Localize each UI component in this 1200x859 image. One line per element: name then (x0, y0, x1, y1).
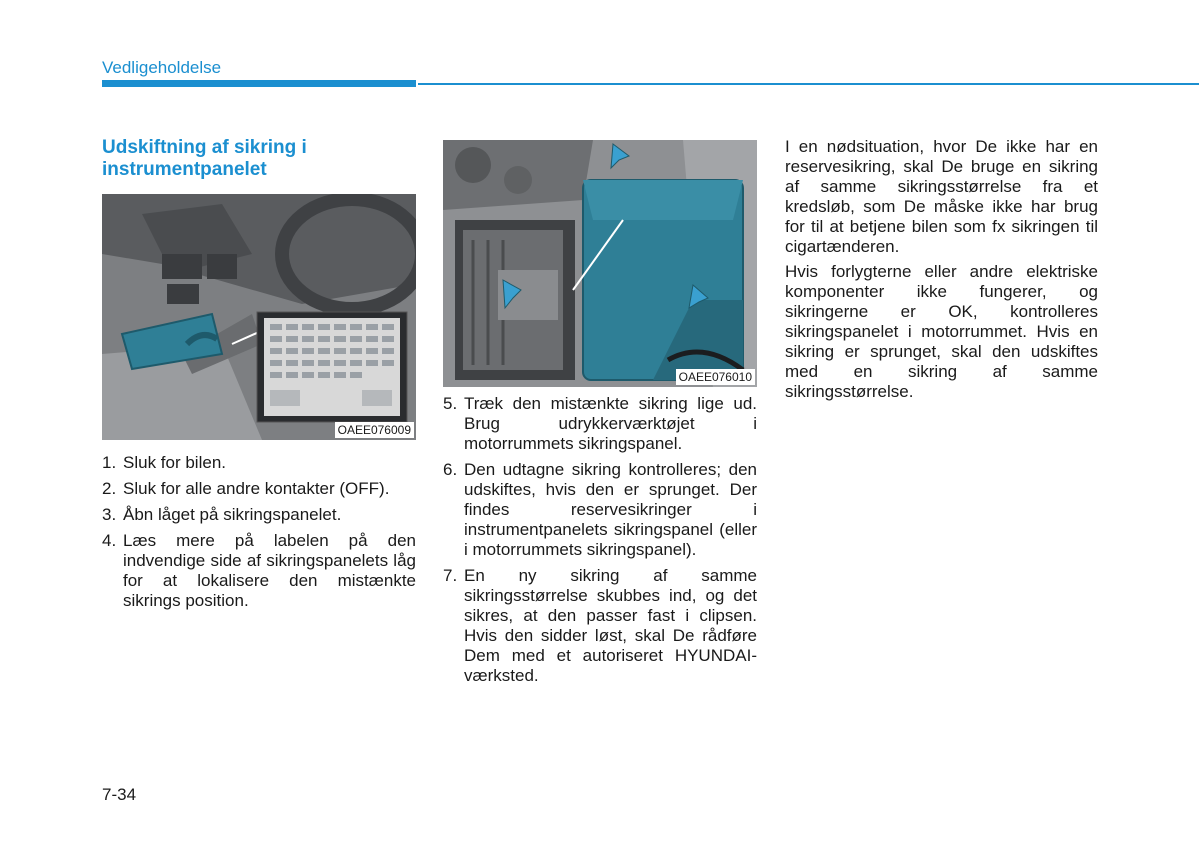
list-item: 6. Den udtagne sikring kontrolleres; den udskiftes, hvis den er sprunget. Der findes reservesikringer i instrumentpanelets sikringspanel (eller i motorrummets sikringspanel). (443, 460, 757, 559)
interior-fuse-panel-illustration (102, 194, 416, 440)
list-item: 5. Træk den mistænkte sikring lige ud. Brug udrykkerværktøjet i motorrummets sikringspanel. (443, 394, 757, 453)
paragraph: Hvis forlygterne eller andre elektriske komponenter ikke fungerer, og sikringerne er OK, kontrolleres sikringspanelet i motorrummet. Hvis en sikring er sprunget, skal den udskiftes med en sikring af samme sikringsstørrelse. (785, 262, 1098, 401)
engine-fuse-box-illustration (443, 140, 757, 387)
section-title: Vedligeholdelse (102, 58, 222, 77)
right-column-text (785, 137, 1098, 407)
header-rule-thick (102, 80, 416, 87)
steps-list-2 (443, 394, 757, 692)
interior-fuse-panel-figure (102, 194, 416, 440)
list-item: 3. Åbn låget på sikringspanelet. (102, 505, 342, 524)
list-item: 2. Sluk for alle andre kontakter (OFF). (102, 479, 390, 498)
list-item: 1. Sluk for bilen. (102, 453, 226, 472)
list-item: 4. Læs mere på labelen på den indvendige side af sikringspanelets låg for at lokalisere den mistænkte sikrings position. (102, 531, 416, 610)
paragraph: I en nødsituation, hvor De ikke har en reservesikring, skal De bruge en sikring af samme sikringsstørrelse fra et kredsløb, som De måske ikke har brug for til at betjene bilen som fx sikringen til cigartænderen. (785, 137, 1098, 256)
figure-code-label: OAEE076009 (335, 422, 414, 438)
figure-code-label: OAEE076010 (676, 369, 755, 385)
header-rule-thin (418, 83, 1199, 85)
list-item: 7. En ny sikring af samme sikringsstørrelse skubbes ind, og det sikres, at den passer fast i clipsen. Hvis den sidder løst, skal De rådføre Dem med et autoriseret HYUNDAI-værksted. (443, 566, 757, 685)
page-number: 7-34 (102, 785, 137, 804)
page-heading: Udskiftning af sikring i instrumentpanelet (102, 137, 307, 180)
engine-fuse-box-figure (443, 140, 757, 387)
steps-list-1 (102, 453, 416, 617)
